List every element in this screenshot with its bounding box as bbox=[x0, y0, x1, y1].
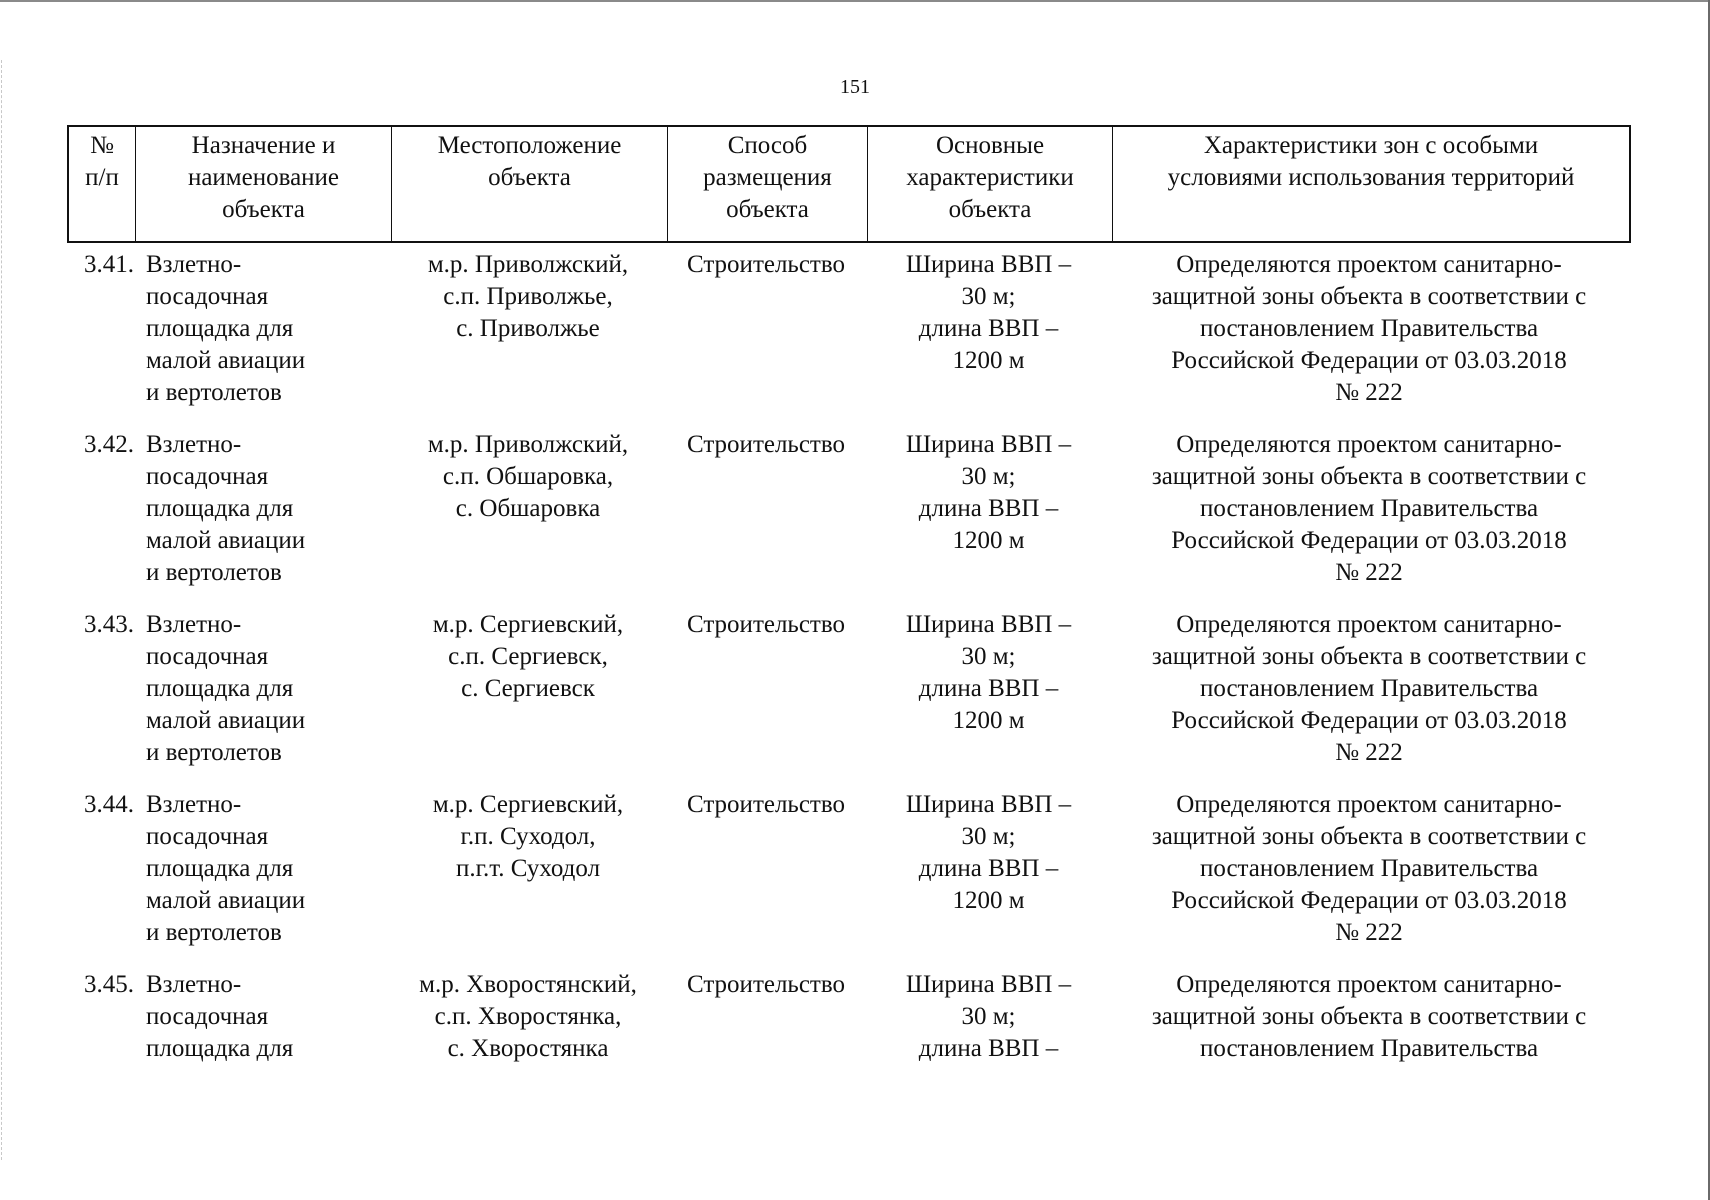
cell-zones bbox=[1111, 789, 1627, 969]
cell-line: защитной зоны объекта в соответствии с bbox=[1151, 643, 1587, 670]
cell-line: с. Хворостянка bbox=[447, 1035, 609, 1062]
cell-line: постановлением Правительства bbox=[1199, 1035, 1539, 1062]
header-line: характеристики bbox=[906, 164, 1074, 191]
cell-line: Строительство bbox=[686, 251, 845, 278]
header-line: объекта bbox=[948, 196, 1032, 223]
cell-line: Определяются проектом санитарно- bbox=[1176, 971, 1562, 998]
cell-line: Российской Федерации от 03.03.2018 bbox=[1171, 707, 1567, 734]
header-line: размещения bbox=[703, 164, 832, 191]
table-header bbox=[67, 125, 1631, 243]
cell-line: м.р. Приволжский, bbox=[427, 431, 629, 458]
cell-line: Определяются проектом санитарно- bbox=[1176, 791, 1562, 818]
table-row bbox=[67, 609, 1631, 789]
cell-line: м.р. Сергиевский, bbox=[432, 611, 624, 638]
cell-line: и вертолетов bbox=[146, 739, 282, 766]
cell-number bbox=[67, 429, 134, 609]
cell-line: Российской Федерации от 03.03.2018 bbox=[1171, 527, 1567, 554]
cell-line: Взлетно- bbox=[146, 431, 242, 458]
header-line: наименование bbox=[187, 164, 340, 191]
cell-line: длина ВВП – bbox=[918, 855, 1059, 882]
cell-line: 1200 м bbox=[952, 527, 1025, 554]
cell-specs bbox=[866, 969, 1111, 1149]
cell-line: Ширина ВВП – bbox=[905, 431, 1072, 458]
cell-line: 30 м; bbox=[961, 283, 1016, 310]
cell-zones bbox=[1111, 249, 1627, 429]
cell-line: защитной зоны объекта в соответствии с bbox=[1151, 1003, 1587, 1030]
scan-border-left bbox=[1, 60, 3, 1160]
cell-line: Определяются проектом санитарно- bbox=[1176, 611, 1562, 638]
cell-line: м.р. Приволжский, bbox=[427, 251, 629, 278]
header-line: объекта bbox=[726, 196, 809, 223]
cell-line: посадочная bbox=[146, 283, 269, 310]
cell-line: Строительство bbox=[686, 791, 845, 818]
cell-number bbox=[67, 969, 134, 1149]
cell-line: площадка для bbox=[146, 855, 294, 882]
cell-method bbox=[666, 609, 866, 789]
cell-line: и вертолетов bbox=[146, 379, 282, 406]
header-method bbox=[668, 127, 868, 241]
header-line: Основные bbox=[935, 132, 1045, 159]
cell-name bbox=[134, 429, 390, 609]
cell-line: Строительство bbox=[686, 431, 845, 458]
header-line: п/п bbox=[85, 164, 119, 191]
cell-line: длина ВВП – bbox=[918, 675, 1059, 702]
cell-line: 30 м; bbox=[961, 643, 1016, 670]
cell-number bbox=[67, 609, 134, 789]
cell-line: г.п. Суходол, bbox=[460, 823, 596, 850]
cell-line: длина ВВП – bbox=[918, 315, 1059, 342]
cell-line: Ширина ВВП – bbox=[905, 251, 1072, 278]
cell-line: Взлетно- bbox=[146, 251, 242, 278]
cell-line: площадка для bbox=[146, 1035, 294, 1062]
cell-line: посадочная bbox=[146, 463, 269, 490]
cell-line: п.г.т. Суходол bbox=[455, 855, 601, 882]
table-row bbox=[67, 789, 1631, 969]
cell-name bbox=[134, 969, 390, 1149]
cell-line: № 222 bbox=[1335, 919, 1403, 946]
cell-line: 30 м; bbox=[961, 1003, 1016, 1030]
cell-location bbox=[390, 969, 666, 1149]
cell-line: постановлением Правительства bbox=[1199, 675, 1539, 702]
header-name bbox=[136, 127, 392, 241]
cell-line: № 222 bbox=[1335, 379, 1403, 406]
cell-line: с.п. Приволжье, bbox=[443, 283, 613, 310]
scan-border-top bbox=[0, 0, 1710, 2]
cell-specs bbox=[866, 789, 1111, 969]
cell-line: малой авиации bbox=[146, 887, 306, 914]
cell-line: 30 м; bbox=[961, 463, 1016, 490]
cell-line: Взлетно- bbox=[146, 611, 242, 638]
cell-specs bbox=[866, 429, 1111, 609]
header-line: Способ bbox=[727, 132, 808, 159]
cell-location bbox=[390, 609, 666, 789]
cell-line: Определяются проектом санитарно- bbox=[1176, 251, 1562, 278]
cell-line: площадка для bbox=[146, 495, 294, 522]
cell-line: и вертолетов bbox=[146, 919, 282, 946]
cell-line: м.р. Хворостянский, bbox=[419, 971, 637, 998]
cell-line: площадка для bbox=[146, 675, 294, 702]
table-row bbox=[67, 969, 1631, 1149]
row-number: 3.41. bbox=[84, 251, 134, 278]
cell-method bbox=[666, 969, 866, 1149]
cell-line: Взлетно- bbox=[146, 791, 242, 818]
cell-number bbox=[67, 789, 134, 969]
cell-zones bbox=[1111, 609, 1627, 789]
header-number bbox=[69, 127, 136, 241]
cell-line: Российской Федерации от 03.03.2018 bbox=[1171, 347, 1567, 374]
cell-line: защитной зоны объекта в соответствии с bbox=[1151, 463, 1587, 490]
cell-specs bbox=[866, 609, 1111, 789]
cell-location bbox=[390, 249, 666, 429]
cell-line: постановлением Правительства bbox=[1199, 495, 1539, 522]
cell-location bbox=[390, 789, 666, 969]
cell-line: посадочная bbox=[146, 1003, 269, 1030]
header-line: Характеристики зон с особыми bbox=[1203, 132, 1539, 159]
row-number: 3.44. bbox=[84, 791, 134, 818]
header-specs bbox=[868, 127, 1113, 241]
row-number: 3.43. bbox=[84, 611, 134, 638]
cell-line: Строительство bbox=[686, 611, 845, 638]
cell-line: с.п. Хворостянка, bbox=[434, 1003, 622, 1030]
cell-line: 30 м; bbox=[961, 823, 1016, 850]
cell-line: Строительство bbox=[686, 971, 845, 998]
cell-line: длина ВВП – bbox=[918, 1035, 1059, 1062]
cell-name bbox=[134, 789, 390, 969]
cell-line: постановлением Правительства bbox=[1199, 315, 1539, 342]
header-line: Местоположение bbox=[437, 132, 622, 159]
cell-line: малой авиации bbox=[146, 347, 306, 374]
header-zones bbox=[1113, 127, 1629, 241]
cell-line: площадка для bbox=[146, 315, 294, 342]
table-row bbox=[67, 249, 1631, 429]
cell-line: малой авиации bbox=[146, 527, 306, 554]
cell-line: малой авиации bbox=[146, 707, 306, 734]
page-number: 151 bbox=[840, 76, 870, 98]
cell-line: № 222 bbox=[1335, 559, 1403, 586]
header-line: объекта bbox=[222, 196, 305, 223]
cell-line: длина ВВП – bbox=[918, 495, 1059, 522]
cell-line: 1200 м bbox=[952, 707, 1025, 734]
cell-name bbox=[134, 609, 390, 789]
cell-method bbox=[666, 249, 866, 429]
cell-line: посадочная bbox=[146, 823, 269, 850]
cell-line: Российской Федерации от 03.03.2018 bbox=[1171, 887, 1567, 914]
cell-specs bbox=[866, 249, 1111, 429]
cell-method bbox=[666, 789, 866, 969]
cell-line: Ширина ВВП – bbox=[905, 971, 1072, 998]
cell-line: Ширина ВВП – bbox=[905, 611, 1072, 638]
cell-line: и вертолетов bbox=[146, 559, 282, 586]
header-line: Назначение и bbox=[191, 132, 336, 159]
row-number: 3.42. bbox=[84, 431, 134, 458]
cell-method bbox=[666, 429, 866, 609]
header-line: объекта bbox=[488, 164, 571, 191]
cell-line: с. Сергиевск bbox=[461, 675, 595, 702]
cell-line: 1200 м bbox=[952, 347, 1025, 374]
cell-line: Определяются проектом санитарно- bbox=[1176, 431, 1562, 458]
cell-line: № 222 bbox=[1335, 739, 1403, 766]
header-location bbox=[392, 127, 668, 241]
cell-line: с.п. Сергиевск, bbox=[448, 643, 608, 670]
cell-zones bbox=[1111, 429, 1627, 609]
cell-line: м.р. Сергиевский, bbox=[432, 791, 624, 818]
cell-location bbox=[390, 429, 666, 609]
cell-number bbox=[67, 249, 134, 429]
cell-name bbox=[134, 249, 390, 429]
cell-line: с.п. Обшаровка, bbox=[442, 463, 614, 490]
header-line: № bbox=[90, 132, 114, 159]
table-row bbox=[67, 429, 1631, 609]
cell-line: с. Обшаровка bbox=[455, 495, 601, 522]
cell-line: постановлением Правительства bbox=[1199, 855, 1539, 882]
cell-zones bbox=[1111, 969, 1627, 1149]
cell-line: 1200 м bbox=[952, 887, 1025, 914]
cell-line: с. Приволжье bbox=[456, 315, 600, 342]
row-number: 3.45. bbox=[84, 971, 134, 998]
cell-line: Взлетно- bbox=[146, 971, 242, 998]
cell-line: защитной зоны объекта в соответствии с bbox=[1151, 823, 1587, 850]
cell-line: Ширина ВВП – bbox=[905, 791, 1072, 818]
cell-line: посадочная bbox=[146, 643, 269, 670]
table-body bbox=[67, 249, 1631, 1149]
header-line: условиями использования территорий bbox=[1167, 164, 1575, 191]
cell-line: защитной зоны объекта в соответствии с bbox=[1151, 283, 1587, 310]
